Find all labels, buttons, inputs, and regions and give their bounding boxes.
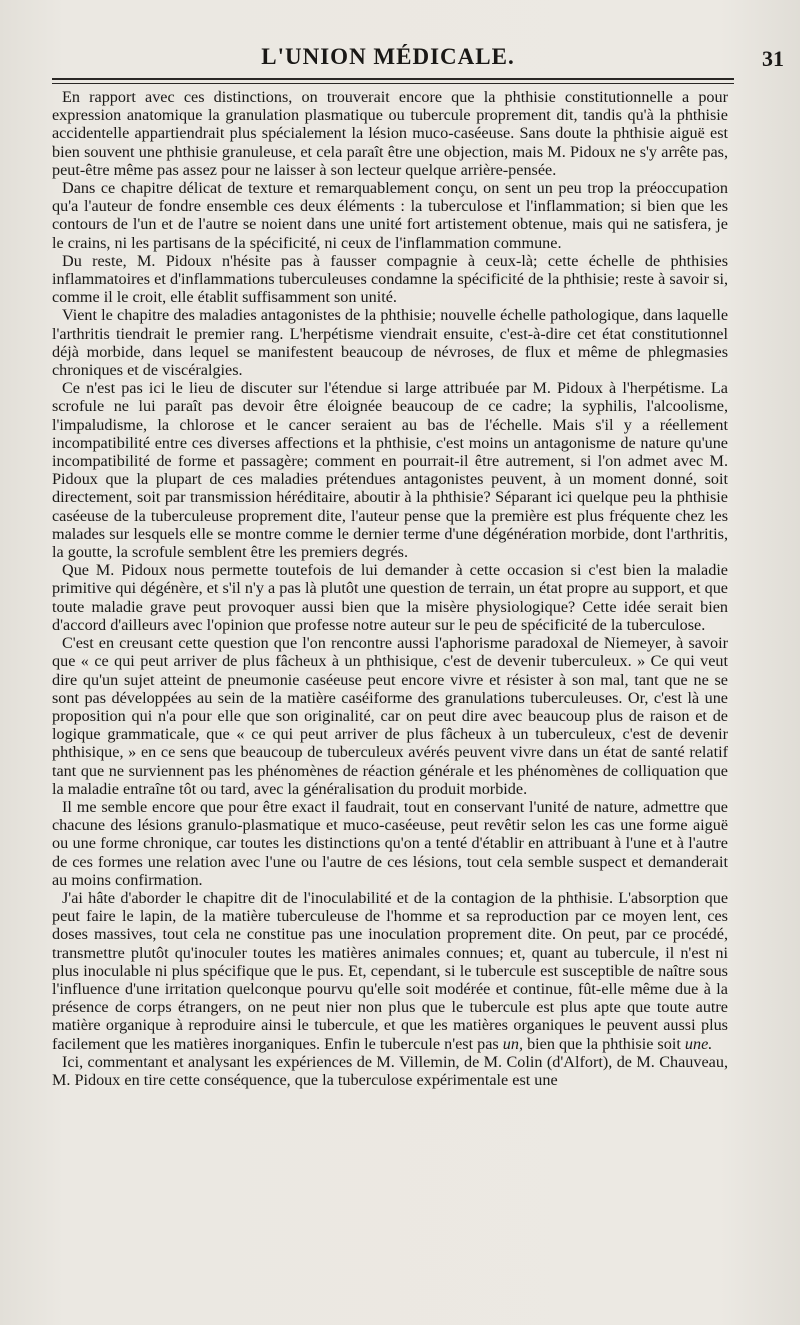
- italic-word: une.: [684, 1034, 713, 1053]
- article-body: [52, 88, 728, 1089]
- paragraph: Que M. Pidoux nous permette toutefois de lui demander à cette occasion si c'est bien la maladie primitive qui dégénère, et s'il n'y a pas là plutôt une question de terrain, un état propre au support, et que toute maladie grave peut provoquer aussi bien que la misère physiologique? Cette idée serait bien d'accord d'ailleurs avec l'opinion que professe notre auteur sur le peu de spécificité de la tuberculose.: [52, 561, 728, 634]
- paragraph: Ici, commentant et analysant les expériences de M. Villemin, de M. Colin (d'Alfort), de M. Chauveau, M. Pidoux en tire cette conséquence, que la tuberculose expérimentale est une: [52, 1052, 728, 1089]
- page-header: [52, 44, 784, 74]
- paragraph-text: J'ai hâte d'aborder le chapitre dit de l'inoculabilité et de la contagion de la phthisie. L'absorption que peut faire le lapin, de la matière tuberculeuse de l'homme et sa reproduction par ce moyen lent, ces doses massives, tout cela ne constitue pas une inoculation proprement dite. On peut, par ce procédé, transmettre plutôt qu'inoculer toutes les matières animales connues; et, quant au tubercule, il n'est ni plus inoculable ni plus spécifique que le pus. Et, cependant, si le tubercule est susceptible de naître sous l'influence d'une irritation quelconque pourvu qu'elle soit modérée et continue, fût-elle même due à la présence de corps étrangers, on ne peut nier non plus que le tubercule est plus apte que toute autre matière organique à reproduire ainsi le tubercule, et que les matières organiques le peuvent aussi plus facilement que les matières inorganiques. Enfin le tubercule n'est pas: [52, 888, 728, 1053]
- page-number: 31: [762, 46, 784, 71]
- paragraph: C'est en creusant cette question que l'on rencontre aussi l'aphorisme paradoxal de Niemeyer, à savoir que « ce qui peut arriver de plus fâcheux à un phthisique, c'est de devenir tuberculeux. » Ce qui veut dire qu'un sujet atteint de pneumonie caséeuse peut encore vivre et résister à son mal, tant que ne se sont pas développées au sein de la matière caséiforme des granulations tuberculeuses. Or, c'est là une proposition qui n'a pour elle que son originalité, car on peut dire avec beaucoup plus de raison et de logique grammaticale, que « ce qui peut arriver de plus fâcheux à un tuberculeux, c'est de devenir phthisique, » en ce sens que beaucoup de tuberculeux avérés peuvent vivre dans un état de santé relatif tant que ne surviennent pas les phénomènes de réaction générale et les phénomènes de colliquation que la maladie entraîne tôt ou tard, avec la généralisation du produit morbide.: [52, 634, 728, 798]
- paragraph: En rapport avec ces distinctions, on trouverait encore que la phthisie constitutionnelle a pour expression anatomique la granulation plasmatique ou tubercule proprement dit, tandis qu'à la phthisie accidentelle appartiendrait plus spécialement la lésion muco-caséeuse. Sans doute la phthisie aiguë est bien souvent une phthisie granuleuse, et cela paraît être une objection, mais M. Pidoux ne s'y arrête pas, peut-être même pas assez pour ne laisser à son lecteur quelque arrière-pensée.: [52, 88, 728, 179]
- paragraph: Ce n'est pas ici le lieu de discuter sur l'étendue si large attribuée par M. Pidoux à l'herpétisme. La scrofule ne lui paraît pas devoir être éloignée beaucoup de ce cadre; la syphilis, l'alcoolisme, l'impaludisme, la chlorose et le cancer seraient au bas de l'échelle. Mais s'il y a réellement incompatibilité entre ces diverses affections et la phthisie, c'est moins un antagonisme de nature qu'une incompatibilité de forme et passagère; comment en pourrait-il être autrement, si l'on admet avec M. Pidoux que la plupart de ces maladies prétendues antagonistes peuvent, à un moment donné, soit directement, soit par transmission héréditaire, aboutir à la phthisie? Séparant ici quelque peu la phthisie caséeuse de la tuberculeuse proprement dite, l'auteur pense que la première est plus fréquente chez les malades sur lesquels elle se montre comme le dernier terme d'une dégénération morbide, dont l'arthritis, la goutte, la scrofule semblent être les premiers degrés.: [52, 379, 728, 562]
- header-rule-thin: [52, 83, 734, 84]
- header-rule: [52, 78, 734, 80]
- paragraph: Il me semble encore que pour être exact il faudrait, tout en conservant l'unité de nature, admettre que chacune des lésions granulo-plasmatique et muco-caséeuse, peut revêtir selon les cas une forme aiguë ou une forme chronique, car toutes les distinctions qu'on a tenté d'établir en attribuant à l'une et à l'autre de ces formes une relation avec l'une ou l'autre de ces lésions, tout cela semble suspect et demanderait au moins confirmation.: [52, 797, 728, 889]
- paragraph: Du reste, M. Pidoux n'hésite pas à fausser compagnie à ceux-là; cette échelle de phthisies inflammatoires et d'inflammations tuberculeuses condamne la spécificité de la phthisie; reste à savoir si, comme il le croit, elle établit suffisamment son unité.: [52, 251, 728, 307]
- paragraph-text: bien que la phthisie soit: [523, 1034, 685, 1053]
- paragraph: Dans ce chapitre délicat de texture et remarquablement conçu, on sent un peu trop la préoccupation qu'a l'auteur de fondre ensemble ces deux éléments : la tuberculose et l'inflammation; si bien que les contours de l'un et de l'autre se noient dans une unité fort artistement obtenue, mais qui ne satisfera, je le crains, ni les partisans de la spécificité, ni ceux de l'inflammation commune.: [52, 179, 728, 252]
- journal-title: L'UNION MÉDICALE.: [261, 44, 515, 69]
- paragraph: [52, 889, 728, 1053]
- italic-word: un,: [502, 1034, 524, 1053]
- paragraph: Vient le chapitre des maladies antagonistes de la phthisie; nouvelle échelle pathologique, dans laquelle l'arthritis tiendrait le premier rang. L'herpétisme viendrait ensuite, c'est-à-dire cet état constitutionnel déjà morbide, dans lequel se manifestent beaucoup de névroses, de flux et même de phlegmasies chroniques et de viscéralgies.: [52, 306, 728, 380]
